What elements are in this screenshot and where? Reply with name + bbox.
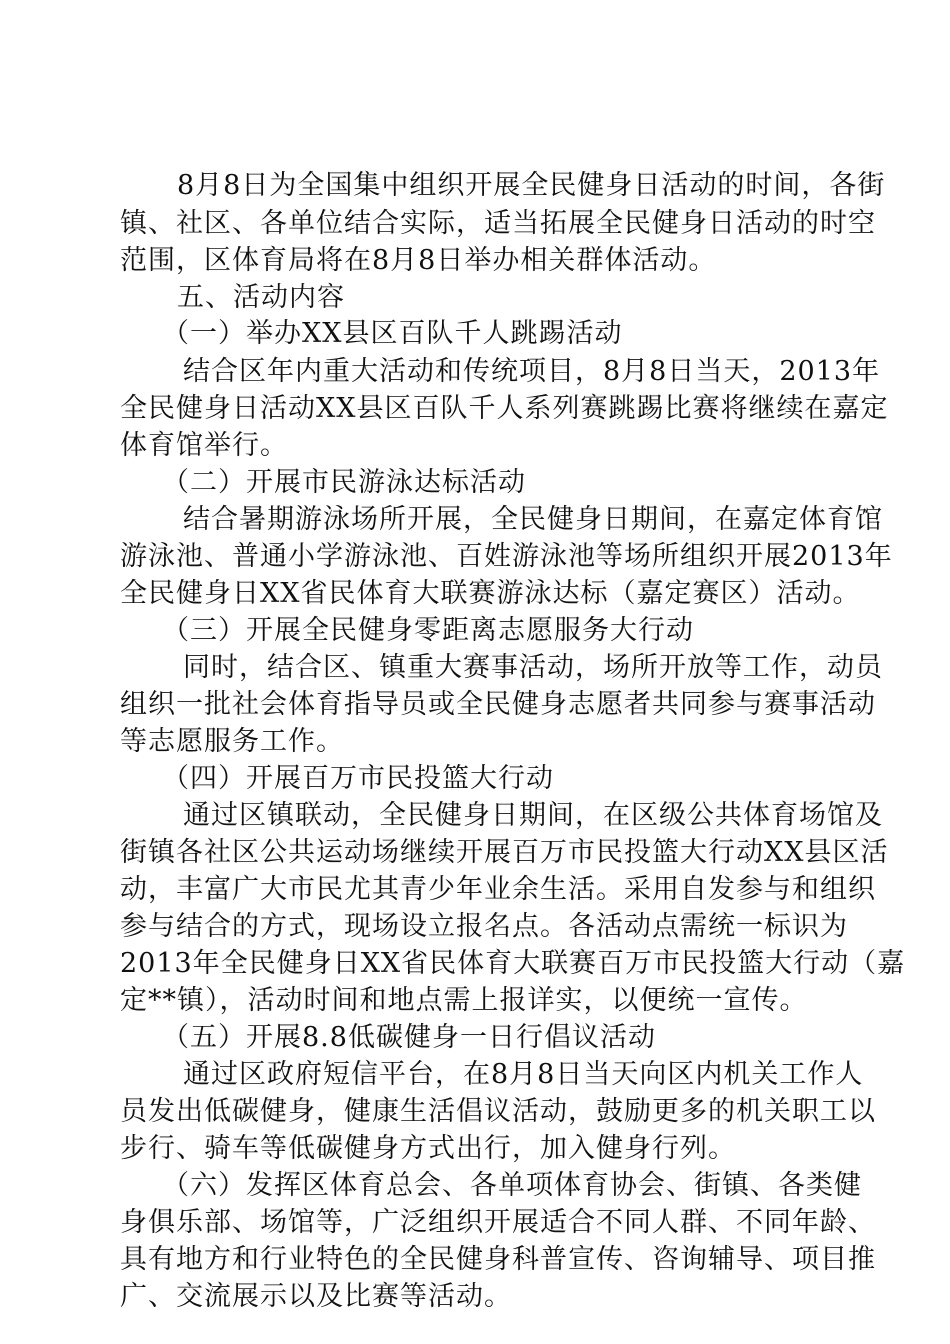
text-line: 身俱乐部、场馆等，广泛组织开展适合不同人群、不同年龄、 [120, 1207, 876, 1238]
subsection-heading: （一）举办XX县区百队千人跳踢活动 [162, 318, 623, 349]
text-line: 结合区年内重大活动和传统项目，8月8日当天，2013年 [183, 356, 881, 387]
text-line: 8月8日为全国集中组织开展全民健身日活动的时间，各街 [177, 170, 886, 201]
subsection-heading: （五）开展8.8低碳健身一日行倡议活动 [162, 1022, 656, 1053]
text-line: （六）发挥区体育总会、各单项体育协会、街镇、各类健 [162, 1170, 862, 1201]
text-line: 全民健身日XX省民体育大联赛游泳达标（嘉定赛区）活动。 [120, 578, 861, 609]
text-line: 定**镇），活动时间和地点需上报详实，以便统一宣传。 [120, 985, 808, 1016]
subsection-heading: （三）开展全民健身零距离志愿服务大行动 [162, 615, 694, 646]
text-line: 2013年全民健身日XX省民体育大联赛百万市民投篮大行动（嘉 [120, 948, 906, 979]
text-line: 等志愿服务工作。 [120, 726, 344, 757]
text-line: 具有地方和行业特色的全民健身科普宣传、咨询辅导、项目推 [120, 1244, 876, 1275]
text-line: 全民健身日活动XX县区百队千人系列赛跳踢比赛将继续在嘉定 [120, 393, 889, 424]
text-line: 动，丰富广大市民尤其青少年业余生活。采用自发参与和组织 [120, 874, 876, 905]
text-line: 通过区镇联动，全民健身日期间，在区级公共体育场馆及 [183, 800, 883, 831]
text-line: 游泳池、普通小学游泳池、百姓游泳池等场所组织开展2013年 [120, 541, 893, 572]
subsection-heading: （四）开展百万市民投篮大行动 [162, 763, 554, 794]
text-line: 范围，区体育局将在8月8日举办相关群体活动。 [120, 245, 717, 276]
text-line: 组织一批社会体育指导员或全民健身志愿者共同参与赛事活动 [120, 689, 876, 720]
text-line: 通过区政府短信平台，在8月8日当天向区内机关工作人 [183, 1059, 864, 1090]
text-line: 广、交流展示以及比赛等活动。 [120, 1281, 512, 1312]
section-heading: 五、活动内容 [177, 282, 345, 313]
text-line: 结合暑期游泳场所开展，全民健身日期间，在嘉定体育馆 [183, 504, 883, 535]
text-line: 参与结合的方式，现场设立报名点。各活动点需统一标识为 [120, 911, 848, 942]
text-line: 步行、骑车等低碳健身方式出行，加入健身行列。 [120, 1133, 736, 1164]
text-line: 同时，结合区、镇重大赛事活动，场所开放等工作，动员 [183, 652, 883, 683]
text-line: 体育馆举行。 [120, 430, 288, 461]
text-line: 员发出低碳健身，健康生活倡议活动，鼓励更多的机关职工以 [120, 1096, 876, 1127]
text-line: 街镇各社区公共运动场继续开展百万市民投篮大行动XX县区活 [120, 837, 889, 868]
subsection-heading: （二）开展市民游泳达标活动 [162, 467, 526, 498]
text-line: 镇、社区、各单位结合实际，适当拓展全民健身日活动的时空 [120, 208, 876, 239]
